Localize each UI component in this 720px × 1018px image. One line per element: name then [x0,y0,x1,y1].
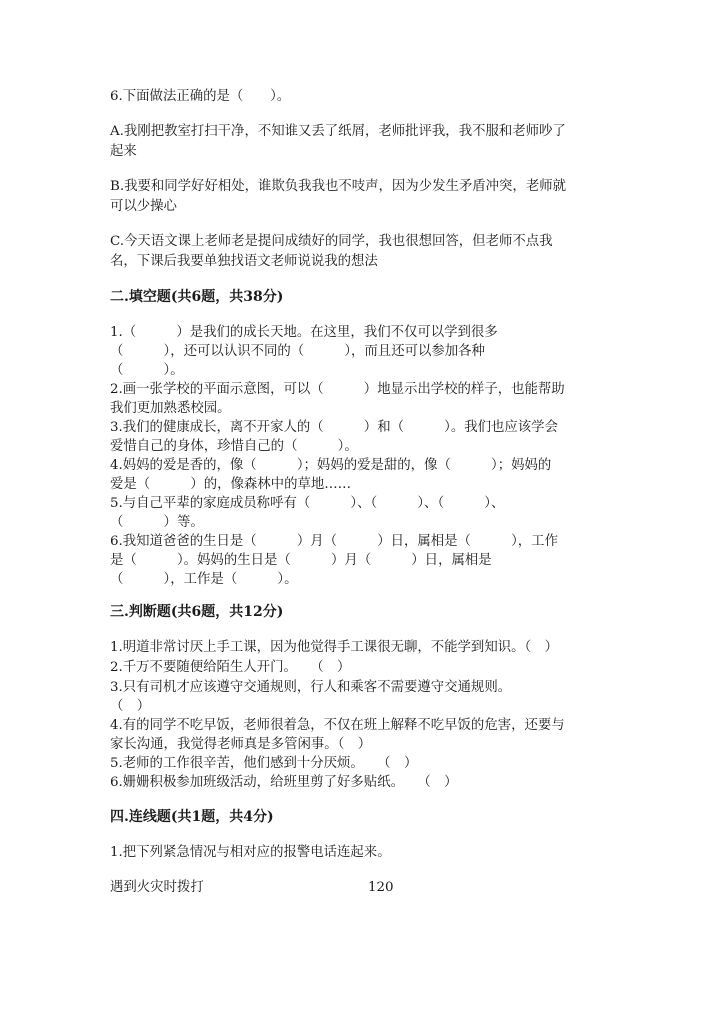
fill-line: （ ）等。 [110,515,204,530]
fill-line: 6.我知道爸爸的生日是（ ）月（ ）日，属相是（ ），工作 [110,534,558,549]
fill-line: 2.画一张学校的平面示意图，可以（ ）地显示出学校的样子，也能帮助 [110,382,565,397]
question-6-option-b-cont: 可以少操心 [110,199,177,214]
fill-line: 爱惜自己的身体，珍惜自己的（ ）。 [110,439,358,454]
fill-line: 爱是（ ）的，像森林中的草地…… [110,477,352,492]
judge-line: 6.姗姗积极参加班级活动，给班里剪了好多贴纸。 （ ） [110,775,458,790]
fill-line: （ ），工作是（ ）。 [110,572,298,587]
question-6-option-a: A.我刚把教室打扫干净，不知谁又丢了纸屑，老师批评我，我不服和老师吵了 [110,124,566,139]
question-6-option-c: C.今天语文课上老师老是提问成绩好的同学，我也很想回答，但老师不点我 [110,234,553,249]
judge-line: 家长沟通，我觉得老师真是多管闲事。（ ） [110,737,372,752]
question-6-stem: 6.下面做法正确的是（ ）。 [110,89,291,104]
fill-line: （ ），还可以认识不同的（ ），而且还可以参加各种 [110,344,485,359]
matching-left-item: 遇到火灾时拨打 [110,880,204,895]
judge-line: 4.有的同学不吃早饭，老师很着急，不仅在班上解释不吃早饭的危害，还要与 [110,718,565,733]
judge-line: 1.明道非常讨厌上手工课，因为他觉得手工课很无聊，不能学到知识。（ ） [110,640,558,655]
judge-line: 2.千万不要随便给陌生人开门。 （ ） [110,660,351,675]
matching-right-item: 120 [368,880,394,895]
fill-line: 我们更加熟悉校园。 [110,401,231,416]
judge-line: （ ） [110,699,151,714]
fill-line: 5.与自己平辈的家庭成员称呼有（ ）、（ ）、（ ）、 [110,496,505,511]
judge-line: 3.只有司机才应该遵守交通规则，行人和乘客不需要遵守交通规则。 [110,680,512,695]
section-2-title: 二.填空题(共6题，共38分) [110,289,284,305]
fill-line: 4.妈妈的爱是香的，像（ ）；妈妈的爱是甜的，像（ ）；妈妈的 [110,458,552,473]
matching-stem: 1.把下列紧急情况与相对应的报警电话连起来。 [110,845,391,860]
fill-line: （ ）。 [110,363,184,378]
judge-line: 5.老师的工作很辛苦，他们感到十分厌烦。 （ ） [110,756,418,771]
fill-line: 3.我们的健康成长，离不开家人的（ ）和（ ）。我们也应该学会 [110,420,558,435]
section-4-title: 四.连线题(共1题，共4分) [110,809,274,825]
question-6-option-b: B.我要和同学好好相处，谁欺负我我也不吱声，因为少发生矛盾冲突，老师就 [110,179,566,194]
fill-line: 是（ ）。妈妈的生日是（ ）月（ ）日，属相是 [110,553,492,568]
section-3-title: 三.判断题(共6题，共12分) [110,604,284,620]
question-6-option-a-cont: 起来 [110,144,137,159]
question-6-option-c-cont: 名，下课后我要单独找语文老师说说我的想法 [110,254,378,269]
fill-line: 1.（ ）是我们的成长天地。在这里，我们不仅可以学到很多 [110,325,498,340]
